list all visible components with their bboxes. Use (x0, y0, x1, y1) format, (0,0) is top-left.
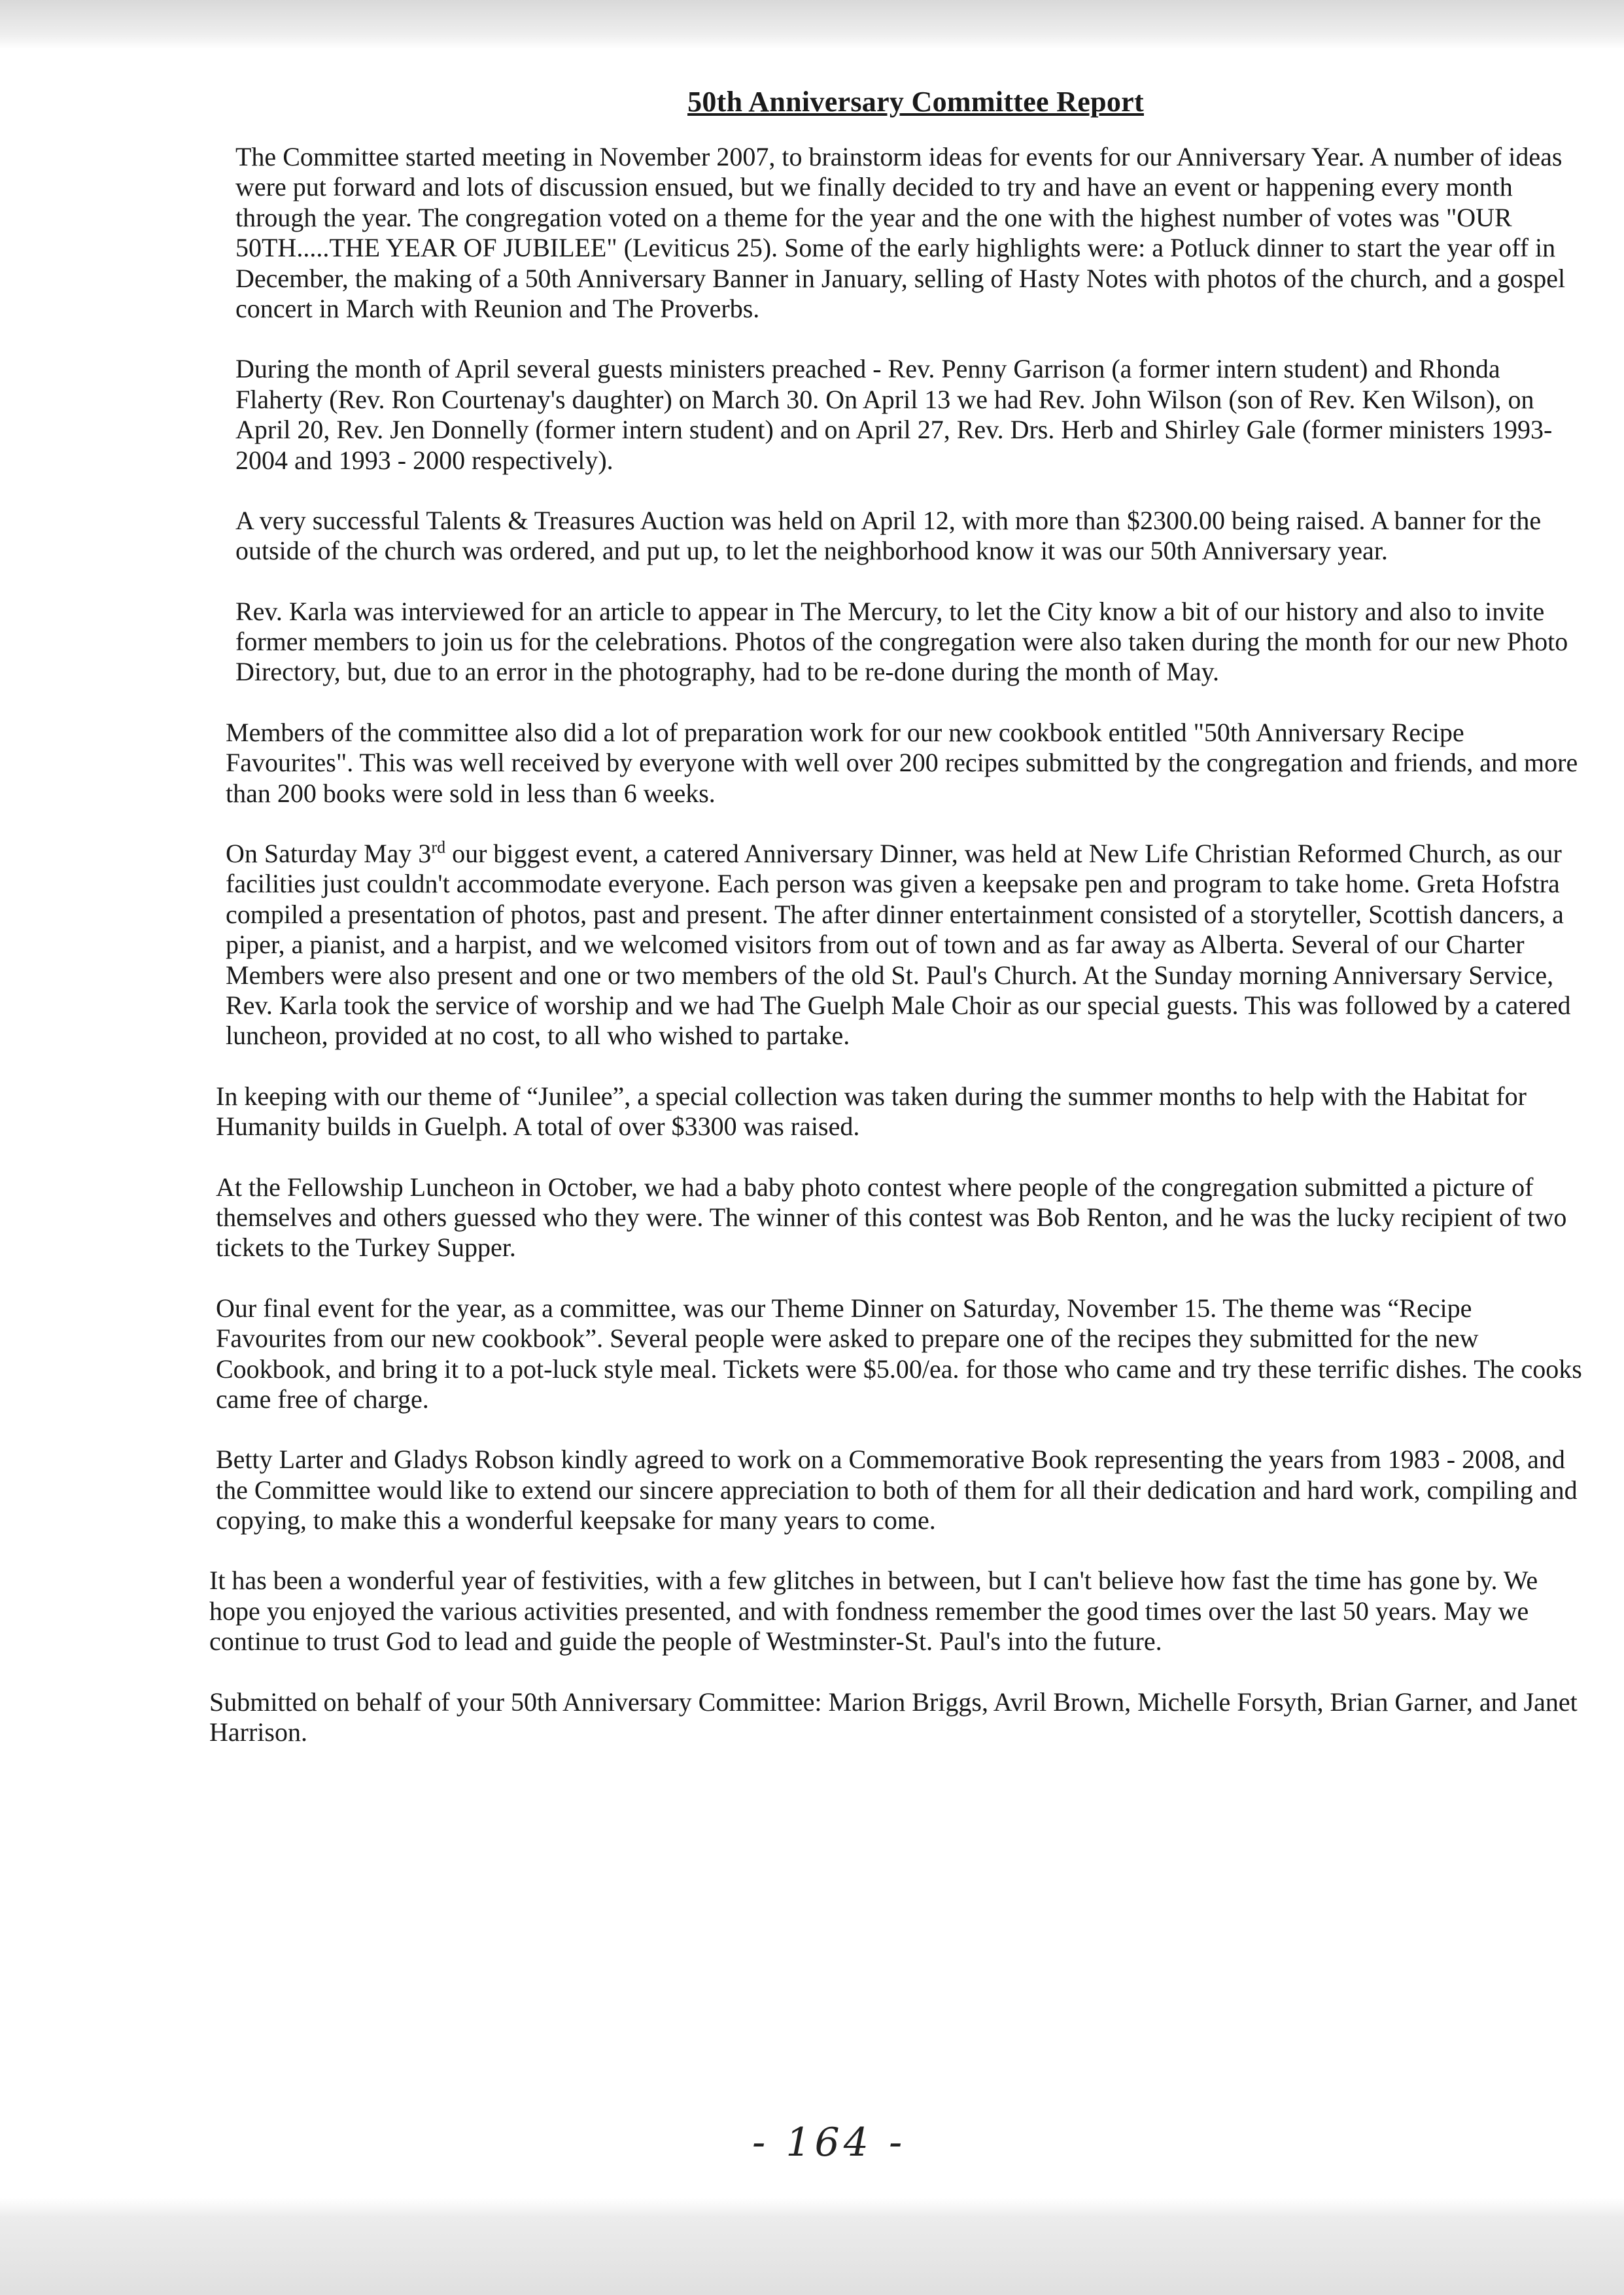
paragraph-anniversary-dinner-lead: On Saturday May 3 (226, 839, 432, 869)
paragraph-commemorative-book: Betty Larter and Gladys Robson kindly agreed to work on a Commemorative Book representing the years from 1983 - 2008, and the Committee would like to extend our sincere appreciation to both of them for all their dedication and hard work, compiling and copying, to make this a wonderful keepsake for many years to come. (216, 1445, 1578, 1535)
paragraph-cookbook: Members of the committee also did a lot of preparation work for our new cookbook entitled "50th Anniversary Recipe Favourites". This was well received by everyone with well over 200 recipes submitted by the congregation and friends, and more than 200 books were sold in less than 6 weeks. (226, 717, 1578, 808)
scan-border-bottom (0, 2198, 1624, 2295)
ordinal-superscript: rd (431, 837, 446, 857)
paragraph-closing: It has been a wonderful year of festivities, with a few glitches in between, but I can't believe how fast the time has gone by. We hope you enjoyed the various activities presented, and with fondness remember the good times over the last 50 years. May we continue to trust God to lead and guide the people of Westminster-St. Paul's into the future. (209, 1566, 1538, 1656)
paragraph-theme-dinner: Our final event for the year, as a committee, was our Theme Dinner on Saturday, November 15. The theme was “Recipe Favourites from our new cookbook”. Several people were asked to prepare one of the recipes they submitted for the new Cookbook, and bring it to a pot-luck style meal. Tickets were $5.00/ea. for those who came and try these terrific dishes. The cooks came free of charge. (216, 1293, 1582, 1414)
document-page (209, 85, 1583, 1778)
page-number: - 164 - (752, 2120, 907, 2165)
paragraph-anniversary-dinner (226, 839, 1583, 1051)
paragraph-anniversary-dinner-rest: our biggest event, a catered Anniversary Dinner, was held at New Life Christian Reformed Church, as our facilities just couldn't accommodate everyone. Each person was given a keepsake pen and program to take home. Greta Hofstra compiled a presentation of photos, past and present. The after dinner entertainment consisted of a storyteller, Scottish dancers, a piper, a pianist, and a harpist, and we welcomed visitors from out of town and as far away as Alberta. Several of our Charter Members were also present and one or two members of the old St. Paul's Church. At the Sunday morning Anniversary Service, Rev. Karla took the service of worship and we had The Guelph Male Choir as our special guests. This was followed by a catered luncheon, provided at no cost, to all who wished to partake. (226, 839, 1571, 1051)
scan-border-top (0, 0, 1624, 49)
paragraph-baby-photo-contest: At the Fellowship Luncheon in October, we had a baby photo contest where people of the congregation submitted a picture of themselves and others guessed who they were. The winner of this contest was Bob Renton, and he was the lucky recipient of two tickets to the Turkey Supper. (216, 1172, 1567, 1263)
paragraph-auction: A very successful Talents & Treasures Auction was held on April 12, with more than $2300.00 being raised. A banner for the outside of the church was ordered, and put up, to let the neighborhood know it was our 50th Anniversary year. (235, 505, 1542, 566)
document-title: 50th Anniversary Committee Report (687, 86, 1144, 118)
paragraph-submitted-by: Submitted on behalf of your 50th Anniversary Committee: Marion Briggs, Avril Brown, Michelle Forsyth, Brian Garner, and Janet Harrison. (209, 1687, 1578, 1747)
paragraph-committee-start: The Committee started meeting in November 2007, to brainstorm ideas for events for our Anniversary Year. A number of ideas were put forward and lots of discussion ensued, but we finally decided to try and have an event or happening every month through the year. The congregation voted on a theme for the year and the one with the highest number of votes was "OUR 50TH.....THE YEAR OF JUBILEE" (Leviticus 25). Some of the early highlights were: a Potluck dinner to start the year off in December, the making of a 50th Anniversary Banner in January, selling of Hasty Notes with photos of the church, and a gospel concert in March with Reunion and The Proverbs. (235, 142, 1566, 323)
paragraph-habitat-collection: In keeping with our theme of “Junilee”, a special collection was taken during the summer months to help with the Habitat for Humanity builds in Guelph. A total of over $3300 was raised. (216, 1081, 1527, 1142)
paragraph-mercury-interview: Rev. Karla was interviewed for an article to appear in The Mercury, to let the City know a bit of our history and also to invite former members to join us for the celebrations. Photos of the congregation were also taken during the month for our new Photo Directory, but, due to an error in the photography, had to be re-done during the month of May. (235, 596, 1568, 687)
paragraph-guest-ministers: During the month of April several guests ministers preached - Rev. Penny Garrison (a former intern student) and Rhonda Flaherty (Rev. Ron Courtenay's daughter) on March 30. On April 13 we had Rev. John Wilson (son of Rev. Ken Wilson), on April 20, Rev. Jen Donnelly (former intern student) and on April 27, Rev. Drs. Herb and Shirley Gale (former ministers 1993-2004 and 1993 - 2000 respectively). (235, 354, 1553, 475)
